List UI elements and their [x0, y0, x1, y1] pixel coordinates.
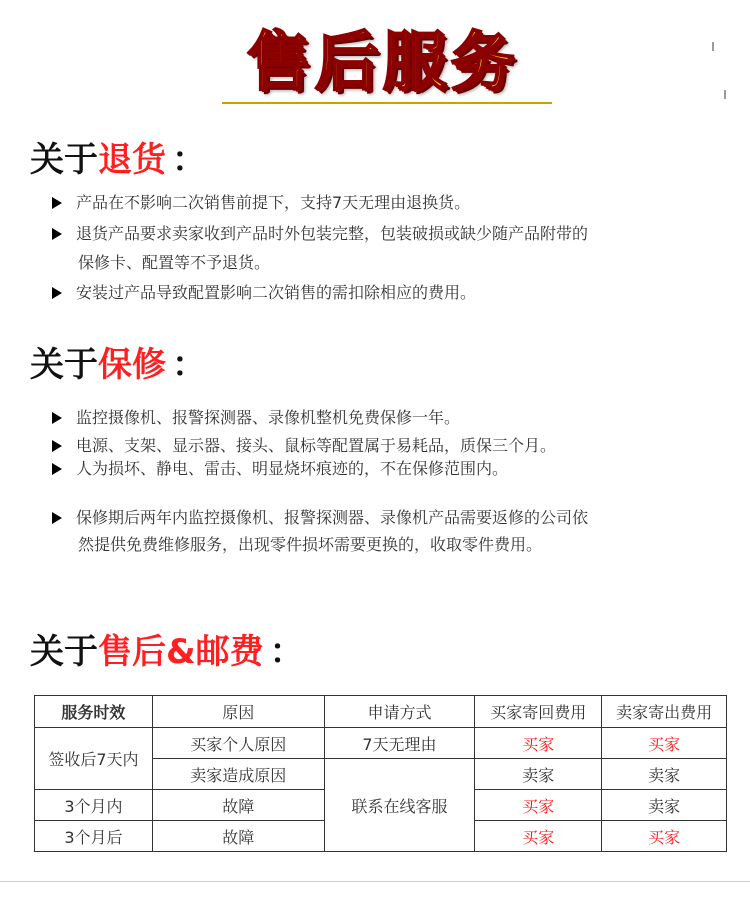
cell-period: 3个月内: [35, 790, 153, 821]
cell-return-fee: 买家: [475, 821, 602, 852]
cell-return-fee: 买家: [475, 728, 602, 759]
cell-return-fee: 卖家: [475, 759, 602, 790]
cell-ship-fee: 买家: [602, 821, 727, 852]
heading-highlight: 退货: [98, 140, 166, 180]
list-item-continuation: 保修卡、配置等不予退货。: [78, 253, 271, 272]
column-header: 卖家寄出费用: [602, 696, 727, 728]
bullet-arrow-icon: [52, 287, 62, 299]
footer-divider: [0, 881, 750, 882]
column-header: 申请方式: [324, 696, 475, 728]
column-header: 买家寄回费用: [475, 696, 602, 728]
list-item-text: 产品在不影响二次销售前提下，支持7天无理由退换货。: [76, 193, 471, 212]
bullet-arrow-icon: [52, 197, 62, 209]
column-header: 原因: [152, 696, 324, 728]
list-item-text: 保修期后两年内监控摄像机、报警探测器、录像机产品需要返修的公司依: [76, 508, 589, 527]
heading-highlight: 保修: [98, 345, 166, 385]
cell-method: 联系在线客服: [324, 759, 475, 852]
heading-colon: ：: [172, 140, 206, 180]
list-item: [52, 279, 476, 307]
bullet-arrow-icon: [52, 512, 62, 524]
bullet-arrow-icon: [52, 228, 62, 240]
heading-prefix: 关于: [30, 140, 98, 180]
cell-period: 3个月后: [35, 821, 153, 852]
decor-speck: [724, 90, 726, 99]
cell-period: 签收后7天内: [35, 728, 153, 790]
decor-speck: [712, 42, 714, 51]
bullet-arrow-icon: [52, 412, 62, 424]
cell-reason: 买家个人原因: [152, 728, 324, 759]
cell-ship-fee: 卖家: [602, 759, 727, 790]
list-item-text: 人为损坏、静电、雷击、明显烧坏痕迹的，不在保修范围内。: [76, 459, 509, 478]
list-item: [52, 504, 588, 532]
heading-warranty: [30, 345, 206, 385]
list-item: [52, 404, 460, 432]
list-item: [52, 455, 508, 483]
heading-highlight: 售后&邮费: [98, 632, 264, 672]
heading-aftersales: [30, 632, 304, 672]
cell-return-fee: 买家: [475, 790, 602, 821]
service-table: [34, 695, 727, 852]
heading-colon: ：: [172, 345, 206, 385]
cell-reason: 故障: [152, 790, 324, 821]
table-header-row: [35, 696, 727, 728]
cell-reason: 卖家造成原因: [152, 759, 324, 790]
list-item-text: 安装过产品导致配置影响二次销售的需扣除相应的费用。: [76, 283, 477, 302]
bullet-arrow-icon: [52, 463, 62, 475]
column-header: 服务时效: [35, 696, 153, 728]
list-item-text: 电源、支架、显示器、接头、鼠标等配置属于易耗品，质保三个月。: [76, 436, 557, 455]
heading-returns: [30, 140, 206, 180]
list-item-text: 退货产品要求卖家收到产品时外包装完整，包装破损或缺少随产品附带的: [76, 224, 589, 243]
banner: [210, 24, 555, 102]
bullet-arrow-icon: [52, 440, 62, 452]
heading-colon: ：: [269, 632, 304, 672]
list-item: [52, 189, 470, 217]
heading-prefix: 关于: [30, 632, 98, 672]
list-item-text: 监控摄像机、报警探测器、录像机整机免费保修一年。: [76, 408, 461, 427]
list-item-continuation: 然提供免费维修服务，出现零件损坏需要更换的，收取零件费用。: [78, 535, 543, 554]
heading-prefix: 关于: [30, 345, 98, 385]
cell-ship-fee: 买家: [602, 728, 727, 759]
banner-underline: [222, 102, 552, 104]
table-row: [35, 728, 727, 759]
cell-reason: 故障: [152, 821, 324, 852]
banner-title: 售后服务: [246, 26, 519, 100]
cell-ship-fee: 卖家: [602, 790, 727, 821]
list-item: [52, 220, 588, 248]
cell-method: 7天无理由: [324, 728, 475, 759]
